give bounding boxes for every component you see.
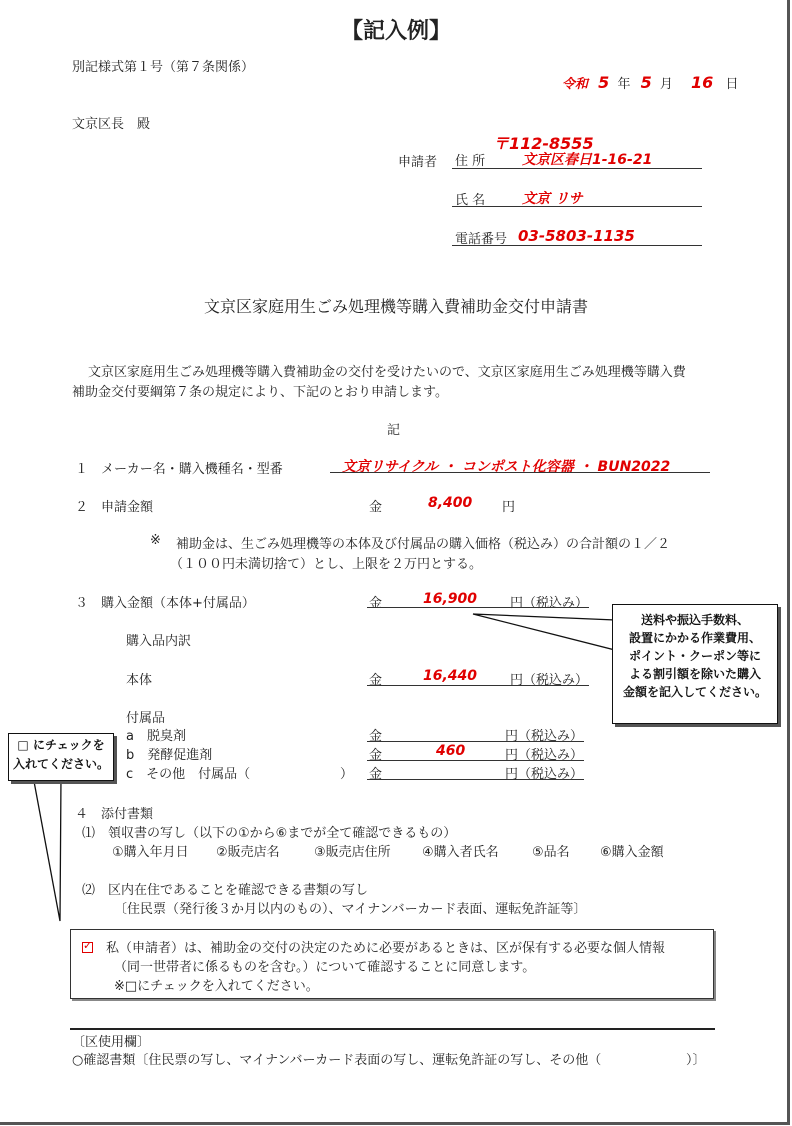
phone-field[interactable]: 03-5803-1135 — [518, 227, 635, 245]
accessories-title: 付属品 — [126, 711, 166, 726]
phone-underline — [452, 245, 702, 246]
consent-checkbox[interactable] — [82, 942, 93, 953]
item4-sub1-list — [112, 841, 692, 860]
name-underline — [452, 206, 702, 207]
receipt-item: ①購入年月日 — [112, 845, 189, 860]
item1-value[interactable]: 文京リサイクル ・ コンポスト化容器 ・ BUN2022 — [342, 459, 671, 475]
item4-sub2-detail: 〔住民票（発行後３か月以内のもの）、マイナンバーカード表面、運転免許証等〕 — [114, 902, 587, 917]
accessory-c-unit: 円（税込み） — [505, 767, 584, 782]
callout-pointer-left — [28, 775, 73, 925]
receipt-item: ②販売店名 — [216, 845, 280, 860]
item2-kin: 金 — [369, 500, 383, 515]
accessory-c-label: c その他 付属品（ — [126, 767, 251, 782]
breakdown-title: 購入品内訳 — [126, 634, 192, 649]
accessory-a-unit: 円（税込み） — [505, 729, 584, 744]
item2-value[interactable]: 8,400 — [428, 495, 473, 511]
body-kin: 金 — [369, 673, 383, 688]
item2-label: ２ 申請金額 — [75, 500, 154, 515]
item1-label: １ メーカー名・購入機種名・型番 — [75, 462, 283, 477]
body-unit: 円（税込み） — [510, 673, 589, 688]
addressee: 文京区長 殿 — [72, 117, 151, 132]
accessory-c-close: ） — [340, 767, 354, 782]
name-field[interactable]: 文京 リサ — [522, 191, 583, 207]
address-underline — [452, 168, 702, 169]
document-title: 文京区家庭用生ごみ処理機等購入費補助金交付申請書 — [203, 297, 588, 316]
intro-line-1: 文京区家庭用生ごみ処理機等購入費補助金の交付を受けたいので、文京区家庭用生ごみ処理機等購入費 — [88, 365, 686, 380]
item3-value[interactable]: 16,900 — [423, 591, 478, 607]
consent-line-1: 私（申請者）は、補助金の交付の決定のために必要があるときは、区が保有する必要な個人情報 — [106, 941, 666, 956]
address-field[interactable]: 文京区春日1-16-21 — [522, 152, 653, 168]
consent-line-3: ※□にチェックを入れてください。 — [114, 979, 319, 994]
applicant-label: 申請者 — [398, 155, 438, 170]
item4-label: ４ 添付書類 — [75, 807, 154, 822]
item3-unit: 円（税込み） — [510, 596, 589, 611]
receipt-item: ③販売店住所 — [314, 845, 391, 860]
accessory-a-underline — [367, 741, 584, 742]
accessory-c-underline — [367, 779, 584, 780]
accessory-a-kin: 金 — [369, 729, 383, 744]
application-date: 令和 5 年 5 月 16 日 — [562, 73, 739, 92]
note-line-2: （１００円未満切捨て）とし、上限を２万円とする。 — [170, 557, 483, 572]
item4-sub1: ⑴ 領収書の写し（以下の①から⑥までが全て確認できるもの） — [82, 826, 457, 841]
note-mark: ※ — [150, 533, 161, 548]
office-line: ○確認書類〔住民票の写し、マイナンバーカード表面の写し、運転免許証の写し、その他（ — [72, 1053, 602, 1068]
body-underline — [367, 685, 589, 686]
callout-pointer-right — [470, 600, 620, 660]
item3-label: ３ 購入金額（本体+付属品） — [75, 596, 255, 611]
phone-label: 電話番号 — [455, 232, 508, 247]
address-label: 住 所 — [455, 154, 486, 169]
body-label: 本体 — [126, 673, 153, 688]
item2-unit: 円 — [502, 500, 516, 515]
postal-code: 〒112-8555 — [493, 134, 594, 153]
name-label: 氏 名 — [455, 193, 486, 208]
accessory-c-kin: 金 — [369, 767, 383, 782]
accessory-a-label: a 脱臭剤 — [126, 729, 186, 744]
office-divider — [70, 1028, 715, 1030]
receipt-item: ⑤品名 — [532, 845, 570, 860]
accessory-b-underline — [367, 760, 584, 761]
office-title: 〔区使用欄〕 — [72, 1035, 151, 1050]
accessory-b-label: b 発酵促進剤 — [126, 748, 213, 763]
callout-check-note: □ にチェックを 入れてください。 — [8, 733, 114, 781]
receipt-item: ⑥購入金額 — [600, 845, 664, 860]
accessory-b-value[interactable]: 460 — [436, 743, 466, 759]
item3-kin: 金 — [369, 596, 383, 611]
receipt-item: ④購入者氏名 — [422, 845, 499, 860]
ki-heading: 記 — [387, 423, 401, 438]
page-title: 【記入例】 — [340, 19, 451, 44]
consent-line-2: （同一世帯者に係るものを含む。）について確認することに同意します。 — [114, 960, 536, 975]
accessory-b-kin: 金 — [369, 748, 383, 763]
accessory-b-unit: 円（税込み） — [505, 748, 584, 763]
callout-purchase-note: 送料や振込手数料、 設置にかかる作業費用、 ポイント・クーポン等に よる割引額を除いた購入 金額を記入してください。 — [612, 604, 778, 724]
intro-line-2: 補助金交付要綱第７条の規定により、下記のとおり申請します。 — [72, 385, 448, 400]
note-line-1: 補助金は、生ごみ処理機等の本体及び付属品の購入価格（税込み）の合計額の１／２ — [176, 537, 671, 552]
form-number: 別記様式第１号（第７条関係） — [72, 60, 255, 75]
item1-underline — [330, 472, 710, 473]
item4-sub2: ⑵ 区内在住であることを確認できる書類の写し — [82, 883, 369, 898]
body-value[interactable]: 16,440 — [423, 668, 478, 684]
office-close: ）〕 — [686, 1053, 706, 1068]
